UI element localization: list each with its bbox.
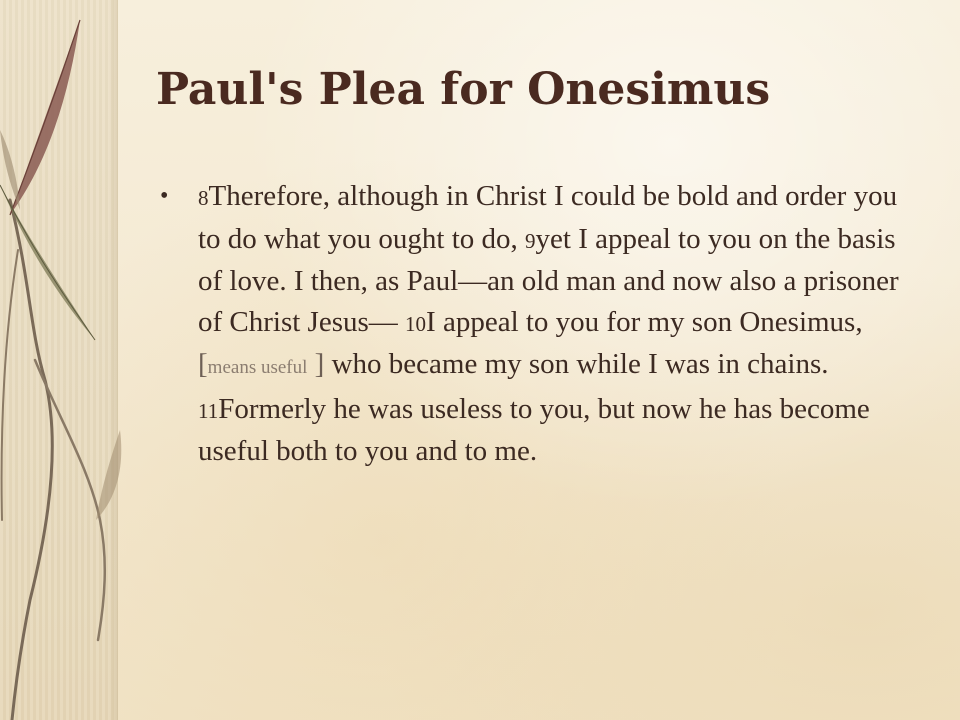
verse-8-text: Therefore, although in Christ I could be bold and order you to do what you ought to do, [198, 180, 898, 255]
verse-10-text-b: who became my son while I was in chains. [324, 348, 829, 380]
slide-body [160, 176, 900, 472]
bullet-item [160, 176, 900, 472]
verse-number-11: 11 [198, 398, 219, 423]
verse-11-text: Formerly he was useless to you, but now he has become useful both to you and to me. [198, 392, 870, 467]
bullet-marker: • [160, 183, 169, 209]
gloss-open-bracket: [ [198, 348, 208, 380]
gloss-note: means useful [207, 357, 308, 378]
slide-title: Paul's Plea for Onesimus [156, 64, 771, 115]
gloss-close-bracket: ] [307, 348, 325, 380]
dried-leaf-branch-illustration [0, 0, 140, 720]
scripture-passage [198, 176, 900, 472]
verse-10-text-a: I appeal to you for my son Onesimus, [426, 305, 863, 338]
verse-number-8: 8 [198, 186, 209, 210]
verse-number-9: 9 [525, 228, 536, 253]
verse-number-10: 10 [405, 311, 427, 336]
verse-9-text: yet I appeal to you on the basis of love. I then, as Paul—an old man and now also a prisoner of Christ Jesus— [198, 222, 899, 338]
